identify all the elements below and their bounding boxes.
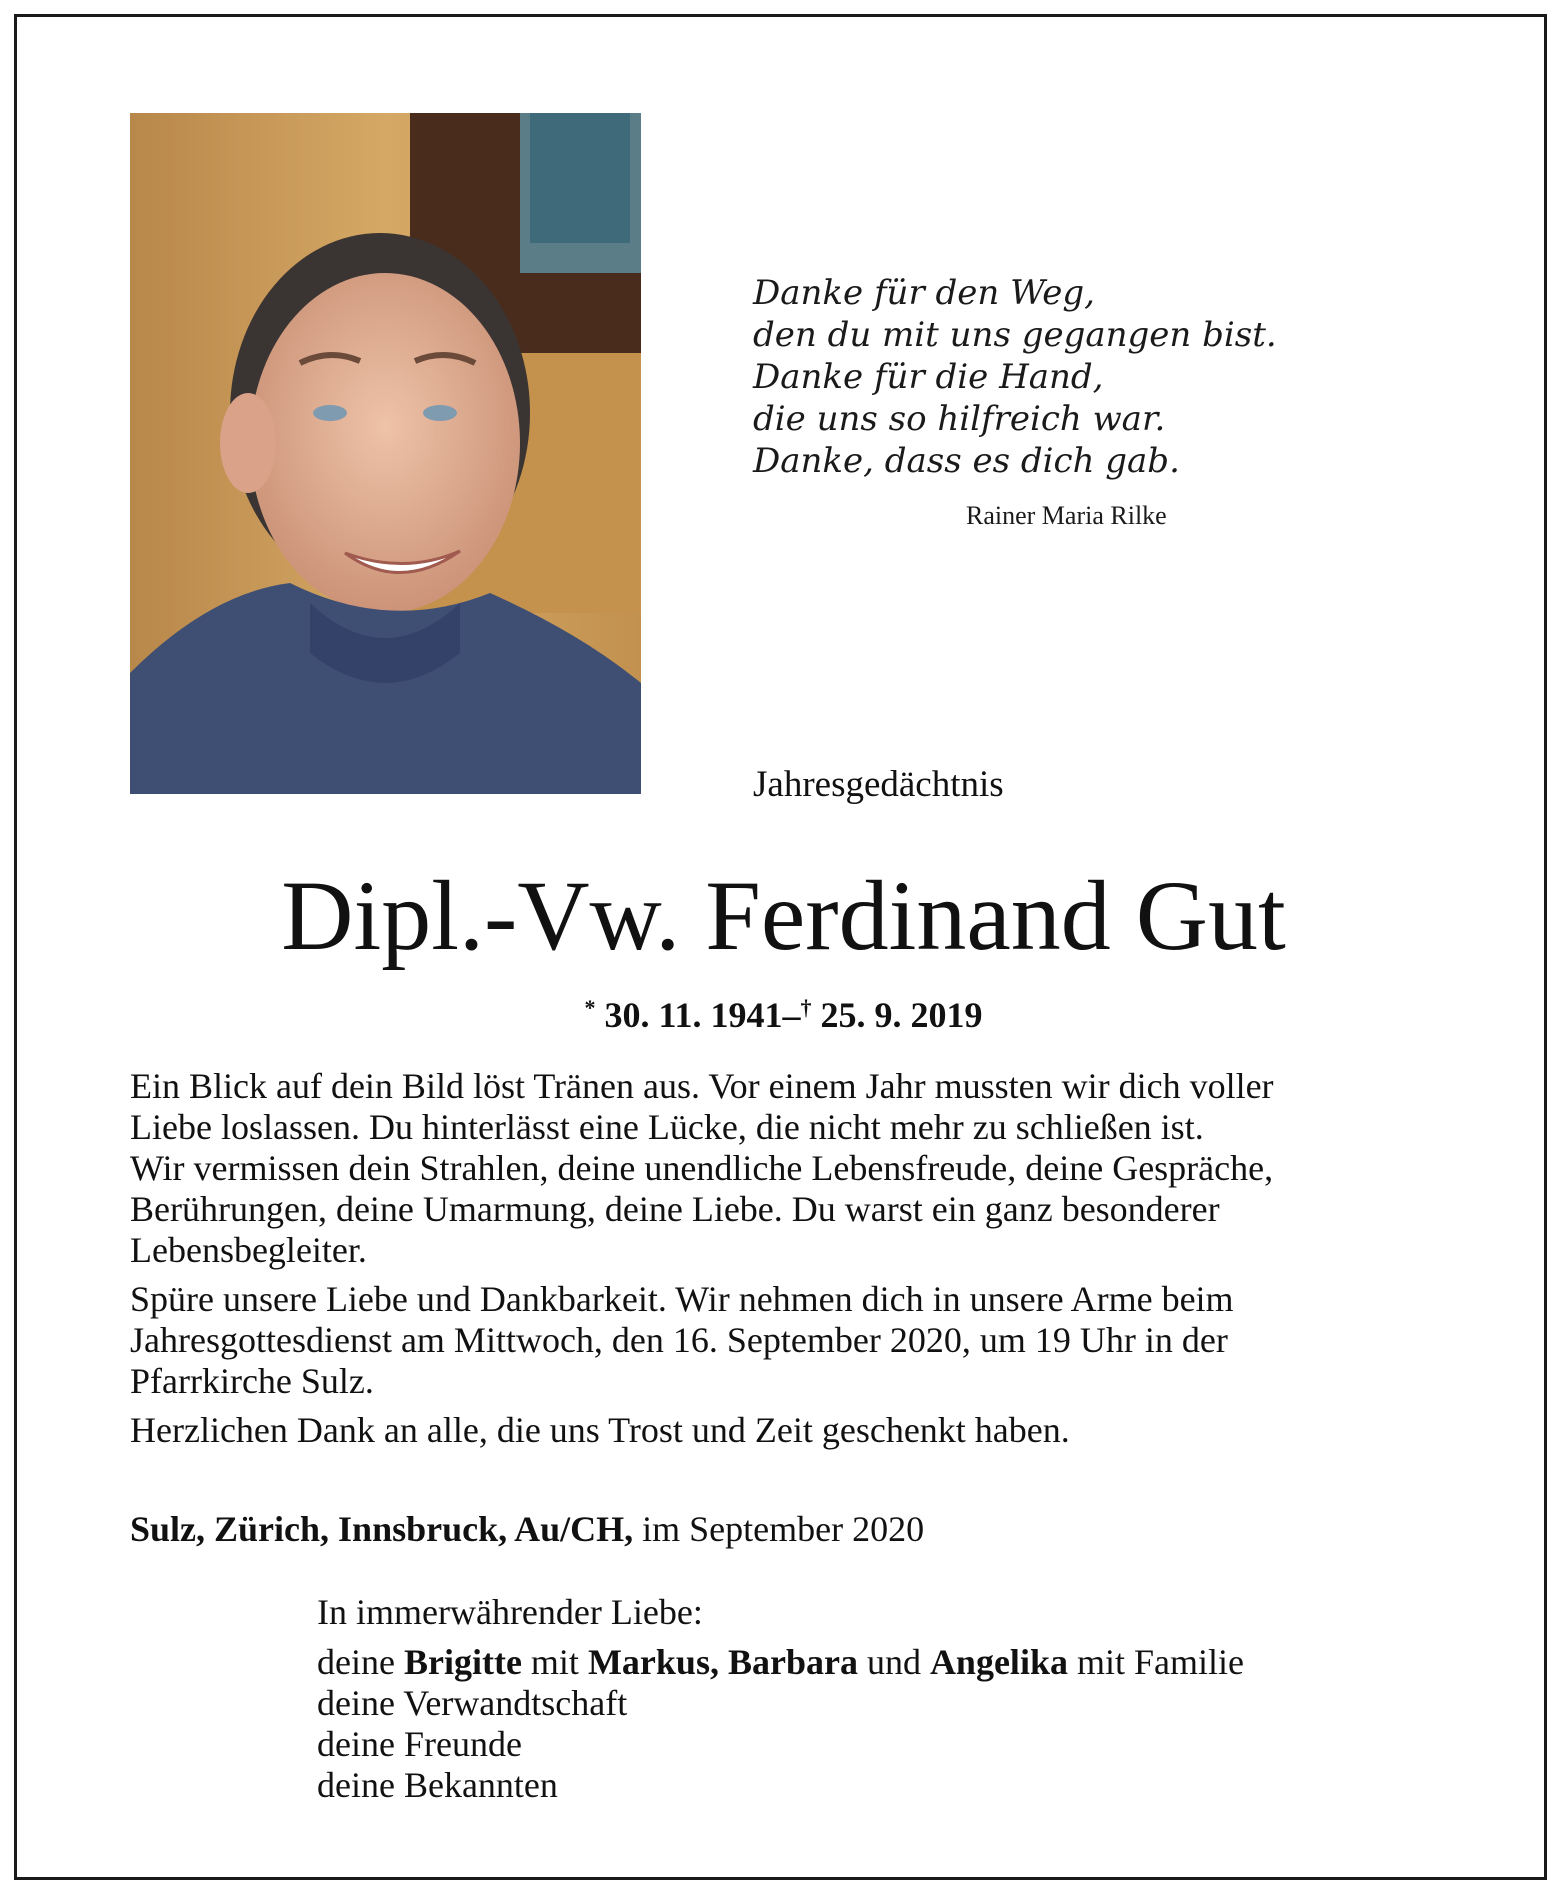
poem-line: die uns so hilfreich war. [753,399,1166,439]
signers-intro: In immerwährender Liebe: [317,1592,703,1632]
signer-row: deine Bekannten [317,1765,558,1805]
locations: Sulz, Zürich, Innsbruck, Au/CH, [130,1509,634,1549]
death-date: 25. 9. 2019 [820,995,983,1035]
birth-symbol: * [584,995,596,1020]
date-separator: – [782,995,801,1035]
body-text [130,1066,1440,1459]
signer-name: Brigitte [403,1642,522,1682]
poem-line: Danke für die Hand, [753,357,1104,397]
poem [753,272,1313,482]
signer-row: deine Verwandtschaft [317,1683,628,1723]
poem-author: Rainer Maria Rilke [966,501,1167,530]
portrait-photo [130,113,641,794]
portrait-image [130,113,641,794]
signer-name: Angelika [929,1642,1068,1682]
family-line [317,1642,1244,1683]
signer-word: mit Familie [1076,1642,1244,1682]
text-line: Pfarrkirche Sulz. [130,1361,374,1401]
text-line: Ein Blick auf dein Bild löst Tränen aus. Vor einem Jahr mussten wir dich voller [130,1066,1274,1106]
paragraph [130,1279,1440,1402]
paragraph [130,1066,1440,1271]
signer-row: deine Freunde [317,1724,522,1764]
birth-date: 30. 11. 1941 [604,995,783,1035]
occasion-heading: Jahresgedächtnis [753,764,1004,805]
text-line: Jahresgottesdienst am Mittwoch, den 16. September 2020, um 19 Uhr in der [130,1320,1228,1360]
life-dates [0,985,1567,1038]
text-line: Herzlichen Dank an alle, die uns Trost und Zeit geschenkt haben. [130,1410,1070,1450]
text-line: Wir vermissen dein Strahlen, deine unendliche Lebensfreude, deine Gespräche, [130,1148,1274,1188]
signer-name: Markus, Barbara [587,1642,858,1682]
signer-word: mit [530,1642,579,1682]
text-line: Lebensbegleiter. [130,1230,367,1270]
poem-line: Danke für den Weg, [753,273,1095,313]
poem-line: den du mit uns gegangen bist. [753,315,1277,355]
death-symbol: † [800,995,812,1020]
paragraph [130,1410,1440,1451]
place-and-date [130,1507,924,1551]
text-line: Liebe loslassen. Du hinterlässt eine Lücke, die nicht mehr zu schließen ist. [130,1107,1204,1147]
text-line: Spüre unsere Liebe und Dankbarkeit. Wir nehmen dich in unsere Arme beim [130,1279,1234,1319]
signer-word: und [866,1642,921,1682]
signers [317,1592,1244,1806]
signer-word: deine [317,1642,395,1682]
deceased-name: Dipl.-Vw. Ferdinand Gut [281,860,1286,971]
text-line: Berührungen, deine Umarmung, deine Liebe. Du warst ein ganz besonderer [130,1189,1220,1229]
notice-date: im September 2020 [642,1509,925,1549]
poem-line: Danke, dass es dich gab. [753,441,1180,481]
